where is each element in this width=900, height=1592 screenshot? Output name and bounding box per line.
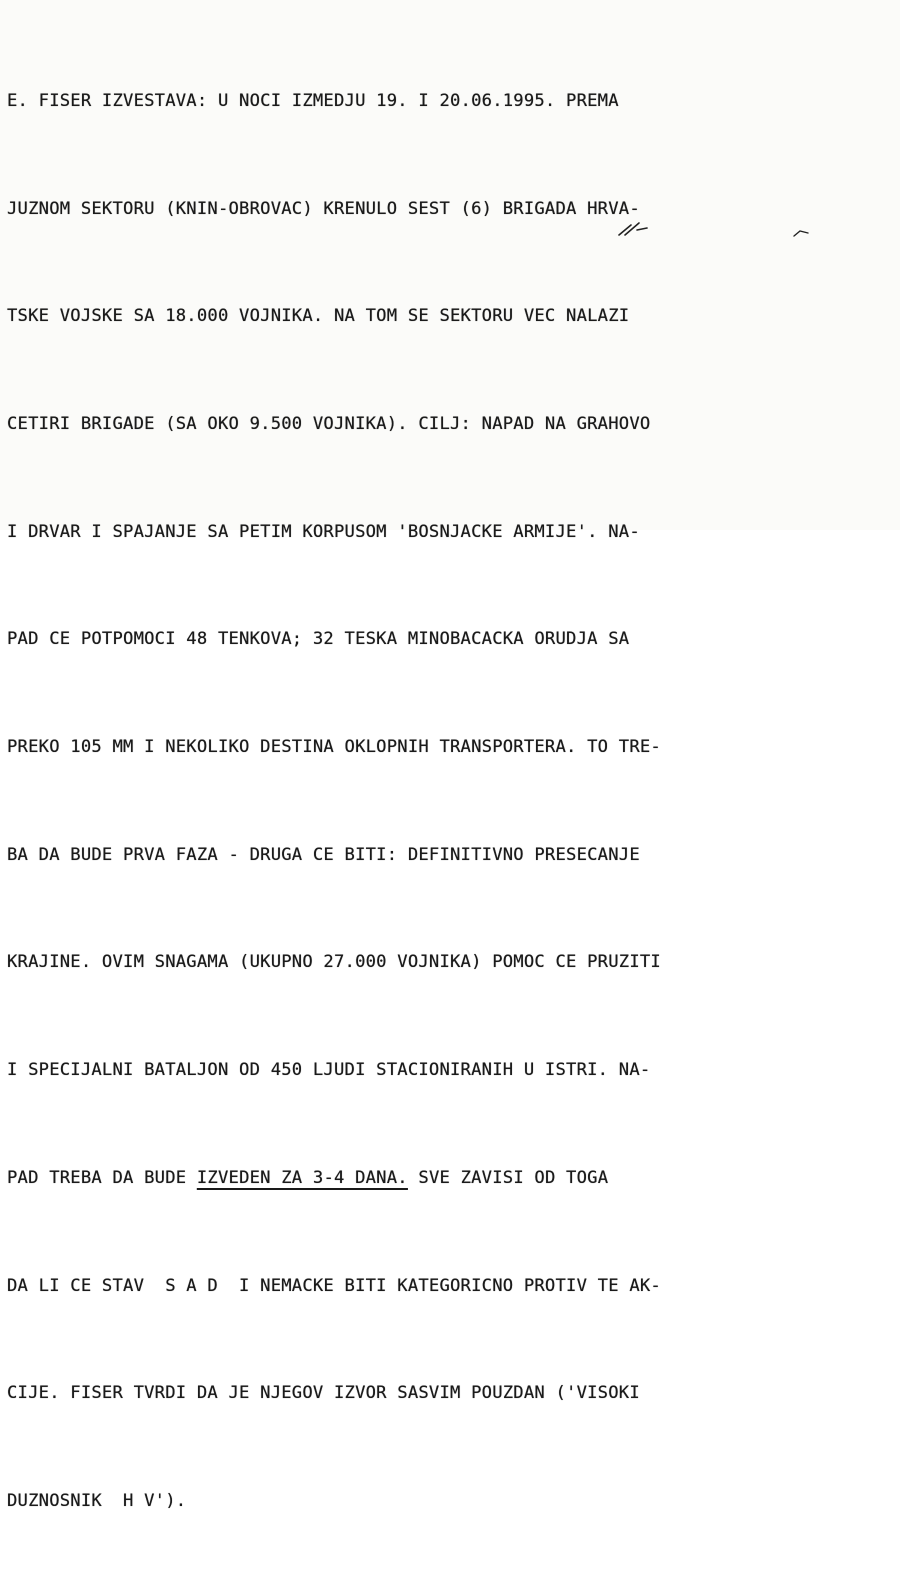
text-line: PAD CE POTPOMOCI 48 TENKOVA; 32 TESKA MINOBACACKA ORUDJA SA <box>7 629 630 650</box>
text-line: E. FISER IZVESTAVA: U NOCI IZMEDJU 19. I 20.06.1995. PREMA <box>7 90 619 111</box>
text-line: TSKE VOJSKE SA 18.000 VOJNIKA. NA TOM SE SEKTORU VEC NALAZI <box>7 306 630 327</box>
text-line: DUZNOSNIK H V'). <box>7 1490 187 1511</box>
text-line: I SPECIJALNI BATALJON OD 450 LJUDI STACIONIRANIH U ISTRI. NA- <box>7 1060 651 1081</box>
handwritten-mark <box>790 228 812 240</box>
line-segment: PAD TREBA DA BUDE <box>7 1167 197 1188</box>
text-line: PREKO 105 MM I NEKOLIKO DESTINA OKLOPNIH TRANSPORTERA. TO TRE- <box>7 737 661 758</box>
typewritten-text <box>7 12 892 1592</box>
text-line: JUZNOM SEKTORU (KNIN-OBROVAC) KRENULO SEST (6) BRIGADA HRVA- <box>7 198 640 219</box>
text-line: CETIRI BRIGADE (SA OKO 9.500 VOJNIKA). CILJ: NAPAD NA GRAHOVO <box>7 413 651 434</box>
text-line: I DRVAR I SPAJANJE SA PETIM KORPUSOM 'BOSNJACKE ARMIJE'. NA- <box>7 521 640 542</box>
text-line: DA LI CE STAV S A D I NEMACKE BITI KATEGORICNO PROTIV TE AK- <box>7 1275 661 1296</box>
handwritten-mark <box>617 221 649 239</box>
text-line-underlined <box>7 1161 892 1197</box>
text-line: CIJE. FISER TVRDI DA JE NJEGOV IZVOR SASVIM POUZDAN ('VISOKI <box>7 1383 640 1404</box>
text-line: KRAJINE. OVIM SNAGAMA (UKUPNO 27.000 VOJNIKA) POMOC CE PRUZITI <box>7 952 661 973</box>
underlined-phrase: IZVEDEN ZA 3-4 DANA. <box>196 1167 408 1188</box>
text-line: BA DA BUDE PRVA FAZA - DRUGA CE BITI: DEFINITIVNO PRESECANJE <box>7 844 640 865</box>
line-segment: SVE ZAVISI OD TOGA <box>407 1167 609 1188</box>
